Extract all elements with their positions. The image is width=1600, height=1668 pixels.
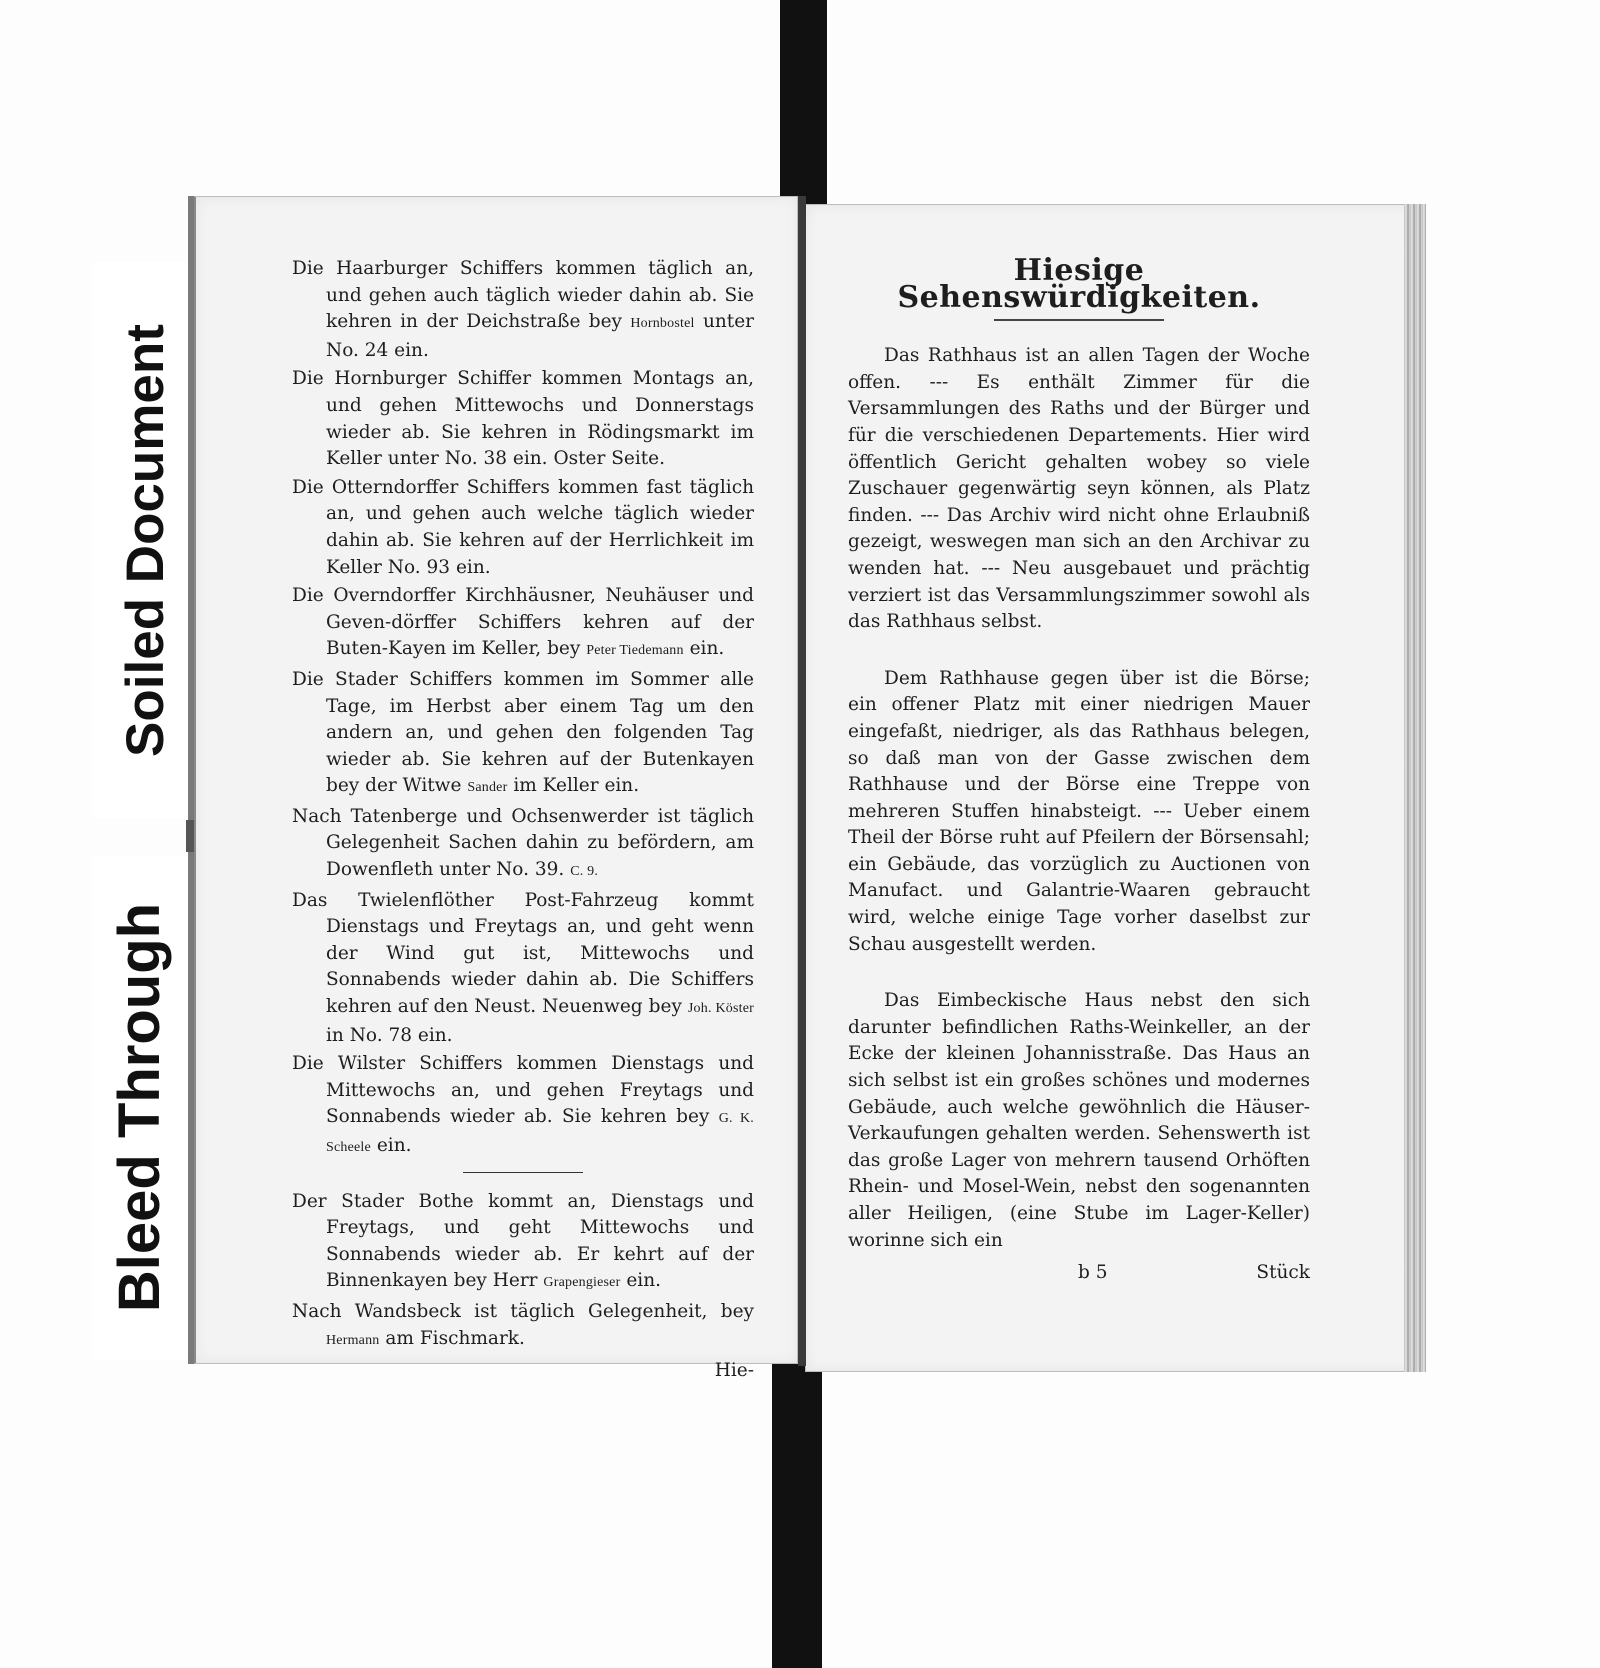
left-footer: [292, 1358, 754, 1385]
entry-text: Nach Tatenberge und Ochsenwerder ist täglich Gelegenheit Sachen dahin zu befördern, am Dowenfleth unter No. 39.: [292, 805, 754, 881]
entry-text: Die Wilster Schiffers kommen Dienstags und Mittewochs an, und gehen Freytags und Sonnabends wieder ab. Sie kehren bey: [292, 1053, 754, 1128]
entry-name: Peter Tiedemann: [586, 643, 684, 659]
entry-wilster: [292, 1051, 754, 1161]
entry-overndorffer: [292, 583, 754, 665]
entry-name: C. 9.: [570, 864, 599, 880]
entry-text: am Fischmark.: [385, 1327, 525, 1349]
right-page-text: [848, 253, 1310, 1287]
entry-stader-bothe: [292, 1189, 754, 1297]
left-page-text: [292, 256, 754, 1385]
entry-text: ein.: [376, 1135, 412, 1156]
entry-text: Die Overndorffer Kirchhäusner, Neuhäuser und Geven-dörffer Schiffers kehren auf der Buten-Kayen im Keller, bey: [292, 585, 754, 660]
paragraph-borse: Dem Rathhause gegen über ist die Börse; ein offener Platz mit einer niedrigen Mauer eingefaßt, niedriger, als das Rathhaus belegen, so daß man von der Gasse zwischen dem Rathhause und der Börse eine Treppe von mehreren Stuffen hinabsteigt. --- Ueber einem Theil der Börse ruht auf Pfeilern der Börsensahl; ein Gebäude, das vorzüglich zu Auctionen von Manufact. und Galantrie-Waaren gebraucht wird, welche einige Tage vorher daselbst zur Schau ausgestellt werden.: [848, 667, 1310, 955]
entry-text: Die Haarburger Schiffers kommen täglich an, und gehen auch täglich wieder dahin ab. Sie kehren in der Deichstraße bey: [292, 258, 754, 333]
entry-name: G. K. Scheele: [326, 1111, 754, 1155]
entry-name: Joh. Köster: [687, 1001, 754, 1017]
soiled-document-text: Soiled Document: [115, 323, 175, 757]
entry-hornburger: [292, 366, 754, 472]
left-catchword: Hie-: [714, 1360, 754, 1382]
section-divider: [463, 1172, 583, 1173]
entry-wandsbeck: [292, 1299, 754, 1354]
entry-text: im Keller ein.: [513, 775, 640, 797]
right-footer: [848, 1260, 1310, 1287]
entry-haarburger: [292, 256, 754, 364]
entry-text: Das Twielenflöther Post-Fahrzeug kommt Dienstags und Freytags an, und geht wenn der Wind gut ist, Mittewochs und Sonnabends wieder dahin ab. Die Schiffers kehren auf den Neust. Neuenweg bey: [292, 889, 754, 1018]
entry-otterndorffer: [292, 475, 754, 581]
left-page-edge: [188, 196, 194, 1364]
entry-text: Die Otterndorffer Schiffers kommen fast täglich an, und gehen auch welche täglich wieder dahin ab. Sie kehren auf der Herrlichkeit im Keller No. 93 ein.: [292, 476, 754, 578]
spine-bottom: [772, 1364, 822, 1668]
entry-text: unter No. 24 ein.: [326, 311, 754, 361]
entry-text: Die Stader Schiffers kommen im Sommer alle Tage, im Herbst aber einem Tag um den andern an, und gehen den folgenden Tag wieder ab. Sie kehren auf der Butenkayen bey der Witwe: [292, 668, 754, 797]
entry-stader-schiffers: [292, 667, 754, 802]
entry-text: in No. 78 ein.: [326, 1024, 453, 1046]
entry-name: Hornbostel: [630, 316, 695, 332]
entry-text: ein.: [689, 638, 725, 660]
entry-text: Der Stader Bothe kommt an, Dienstags und Freytags, und geht Mittewochs und Sonnabends wieder ab. Er kehrt auf der Binnenkayen bey Herr: [292, 1190, 754, 1292]
right-page-edge: [1404, 204, 1426, 1372]
signature-mark: b 5: [1078, 1262, 1108, 1284]
heading-rule: [994, 319, 1164, 321]
paragraph-rathhaus: Das Rathhaus ist an allen Tagen der Woche offen. --- Es enthält Zimmer für die Versammlungen des Raths und der Bürger und für die verschiedenen Departements. Hier wird öffentlich Gericht gehalten wobey so viele Zuschauer gegenwärtig seyn können, als Platz finden. --- Das Archiv wird nicht ohne Erlaubniß gezeigt, weswegen man sich an den Archivar zu wenden hat. --- Neu ausgebauet und prächtig verziert ist das Versammlungszimmer sowohl als das Rathhaus selbst.: [848, 345, 1310, 633]
bleed-through-label: [92, 855, 188, 1359]
entry-tatenberge: [292, 804, 754, 886]
bleed-through-text: Bleed Through: [107, 902, 173, 1312]
entry-text: ein.: [626, 1270, 662, 1292]
entry-text: Die Hornburger Schiffer kommen Montags an, und gehen Mittewochs und Donnerstags wieder ab. Sie kehren in Rödingsmarkt im Keller unter No. 38 ein. Oster Seite.: [292, 368, 754, 470]
entry-name: Hermann: [326, 1332, 380, 1348]
book-gutter: [798, 196, 806, 1366]
entry-text: Nach Wandsbeck ist täglich Gelegenheit, bey: [292, 1300, 754, 1322]
entry-name: Sander: [467, 780, 508, 796]
entry-twielenflother: [292, 888, 754, 1050]
entry-name: Grapengieser: [543, 1275, 621, 1291]
soiled-document-label: [92, 262, 198, 818]
right-catchword: Stück: [1256, 1262, 1310, 1284]
spine-top: [780, 0, 827, 204]
page-tab-mark: [186, 820, 194, 852]
page-heading: Hiesige Sehenswürdigkeiten.: [897, 253, 1261, 315]
paragraph-eimbeckisches-haus: Das Eimbeckische Haus nebst den sich darunter befindlichen Raths-Weinkeller, an der Ecke der kleinen Johannisstraße. Das Haus an sich selbst ist ein großes schönes und modernes Gebäude, auch welche gewöhnlich die Häuser-Verkaufungen gehalten werden. Sehenswerth ist das große Lager von mehrern tausend Orhöften Rhein- und Mosel-Wein, nebst den sogenannten aller Heiligen, (eine Stube im Lager-Keller) worinne sich ein: [848, 990, 1310, 1251]
